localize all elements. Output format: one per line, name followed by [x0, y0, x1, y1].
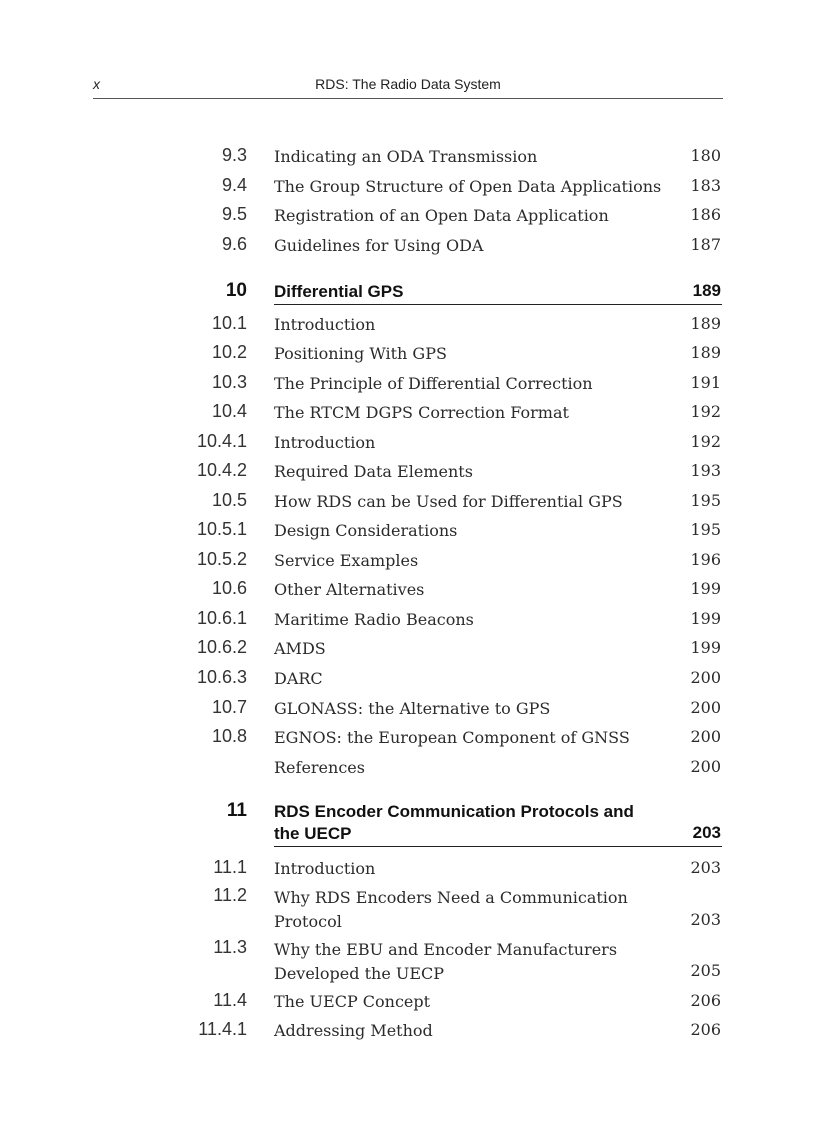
toc-page: 187 — [690, 235, 721, 254]
toc-title: Guidelines for Using ODA — [274, 236, 484, 255]
toc-page: 199 — [690, 638, 721, 657]
toc-title: References — [274, 758, 365, 777]
toc-number: 9.5 — [221, 204, 247, 224]
toc-title: Design Considerations — [274, 521, 458, 540]
toc-number: 9.3 — [221, 145, 247, 165]
chapter-rule — [274, 846, 722, 847]
toc-title: The Principle of Differential Correction — [274, 374, 593, 393]
toc-page: 199 — [690, 579, 721, 598]
toc-title: The Group Structure of Open Data Applications — [274, 177, 662, 196]
toc-title: DARC — [274, 669, 323, 688]
toc-number: 10.5.2 — [196, 549, 247, 569]
toc-title: AMDS — [274, 639, 326, 658]
toc-page: 195 — [690, 520, 721, 539]
toc-title: The RTCM DGPS Correction Format — [274, 403, 569, 422]
page-number: x — [93, 76, 100, 92]
toc-number: 9.4 — [221, 175, 247, 195]
toc-title: Introduction — [274, 859, 376, 878]
toc-title: The UECP Concept — [274, 992, 431, 1011]
toc-number: 10.4 — [211, 401, 247, 421]
toc-page: 200 — [690, 727, 721, 746]
toc-page: 199 — [690, 609, 721, 628]
toc-title: Positioning With GPS — [274, 344, 447, 363]
toc-title: Why the EBU and Encoder Manufacturers Developed the UECP — [274, 940, 618, 983]
toc-page: 186 — [690, 205, 721, 224]
toc-number: 11.4 — [213, 990, 247, 1010]
toc-title: RDS Encoder Communication Protocols and the UECP — [274, 802, 634, 843]
toc-page: 192 — [690, 432, 721, 451]
toc-title: Indicating an ODA Transmission — [274, 147, 538, 166]
toc-number: 11.4.1 — [198, 1019, 247, 1039]
toc-page: 200 — [690, 668, 721, 687]
toc-title: Why RDS Encoders Need a Communication Protocol — [274, 888, 628, 931]
toc-title: EGNOS: the European Component of GNSS — [274, 728, 630, 747]
toc-number: 10.6.2 — [196, 637, 247, 657]
toc-number: 10.3 — [211, 372, 247, 392]
toc-number: 10.8 — [211, 726, 247, 746]
toc-number: 11.2 — [213, 885, 247, 905]
toc-title: Addressing Method — [274, 1021, 433, 1040]
toc-number: 10.1 — [211, 313, 247, 333]
toc-page: 189 — [690, 314, 721, 333]
toc-page: 203 — [692, 823, 721, 842]
toc-title: Other Alternatives — [274, 580, 425, 599]
toc-page: 195 — [690, 491, 721, 510]
toc-number: 10.5.1 — [196, 519, 247, 539]
toc-number: 11 — [226, 800, 247, 821]
toc-title: Maritime Radio Beacons — [274, 610, 474, 629]
toc-title: Registration of an Open Data Application — [274, 206, 609, 225]
toc-page: 192 — [690, 402, 721, 421]
toc-number: 11.1 — [213, 857, 247, 877]
chapter-rule — [274, 304, 722, 305]
toc-page: 183 — [690, 176, 721, 195]
toc-number: 10.7 — [211, 697, 247, 717]
toc-page: 189 — [692, 281, 721, 300]
toc-page: 203 — [690, 910, 721, 929]
toc-number: 10.4.2 — [196, 460, 247, 480]
toc-page: 180 — [690, 146, 721, 165]
toc-title: Introduction — [274, 433, 376, 452]
toc-page: 196 — [690, 550, 721, 569]
toc-number: 10.6 — [211, 578, 247, 598]
toc-title: GLONASS: the Alternative to GPS — [274, 699, 551, 718]
toc-number: 10.4.1 — [196, 431, 247, 451]
toc-page: 206 — [690, 991, 721, 1010]
running-header — [93, 76, 723, 99]
toc-number: 10.2 — [211, 342, 247, 362]
toc-page: 206 — [690, 1020, 721, 1039]
toc-title: Required Data Elements — [274, 462, 473, 481]
toc-title: How RDS can be Used for Differential GPS — [274, 492, 623, 511]
toc-page: 200 — [690, 757, 721, 776]
toc-page: 193 — [690, 461, 721, 480]
toc-number: 10 — [225, 280, 247, 301]
toc-number: 9.6 — [221, 234, 247, 254]
toc-title: Differential GPS — [274, 282, 404, 301]
toc-title: Introduction — [274, 315, 376, 334]
toc-number: 10.6.3 — [196, 667, 247, 687]
toc-page: 203 — [690, 858, 721, 877]
toc-page: 200 — [690, 698, 721, 717]
toc-number: 10.5 — [211, 490, 247, 510]
toc-number: 11.3 — [213, 937, 247, 957]
toc-number: 10.6.1 — [196, 608, 247, 628]
toc-page: 189 — [690, 343, 721, 362]
running-title: RDS: The Radio Data System — [315, 76, 501, 92]
toc-page: 191 — [690, 373, 721, 392]
toc-page: 205 — [690, 961, 721, 980]
toc-title: Service Examples — [274, 551, 419, 570]
